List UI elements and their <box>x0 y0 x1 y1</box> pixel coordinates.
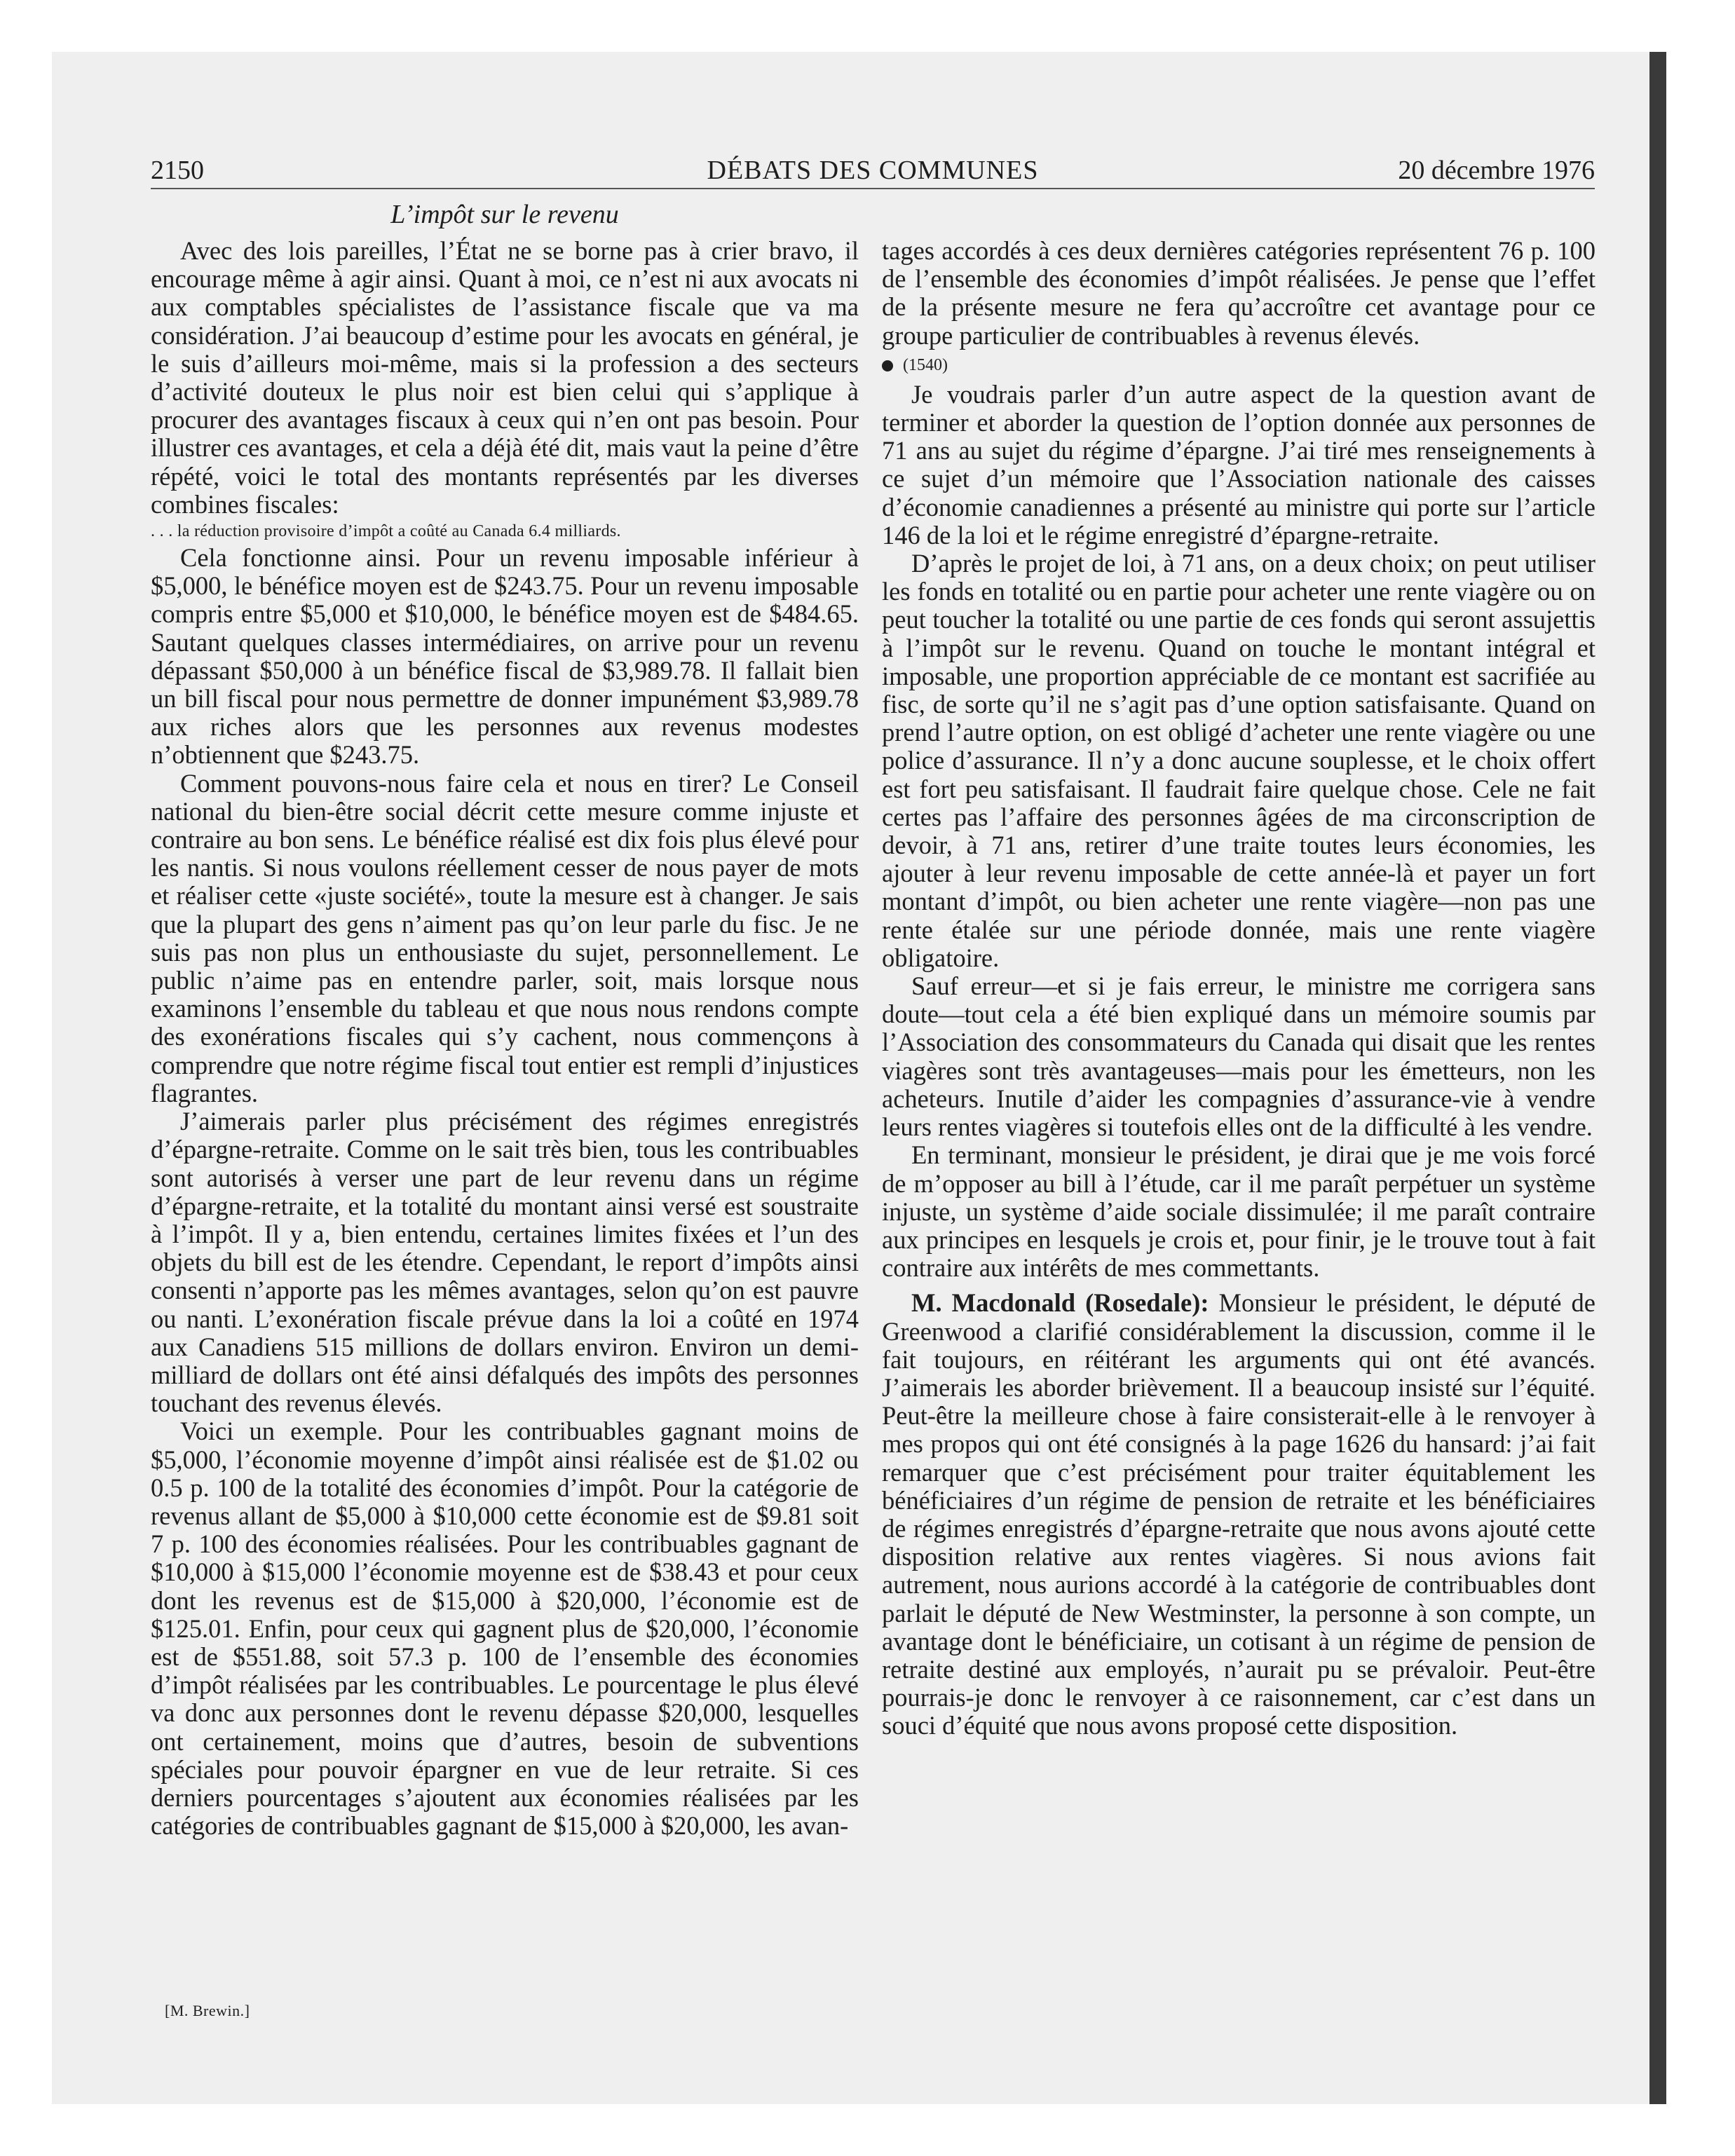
paragraph: Avec des lois pareilles, l’État ne se borne pas à crier bravo, il encourage même à agir ainsi. Quant à moi, ce n’est ni aux avocats ni aux comptables spécialistes de l’assistance fiscale que va ma considération. J’ai beaucoup d’estime pour les avocats en général, je le suis d’ailleurs moi-même, mais si la profession a des secteurs d’activité douteux le plus noir est bien celui qui s’applique à procurer des avantages fiscaux à ceux qui n’en ont pas besoin. Pour illustrer ces avantages, et cela a déjà été dit, mais vaut la peine d’être répété, voici le total des montants représentés par les diverses combines fiscales: <box>151 236 859 519</box>
paragraph: Voici un exemple. Pour les contribuables gagnant moins de $5,000, l’économie moyenne d’impôt ainsi réalisée est de $1.02 ou 0.5 p. 100 de la totalité des économies d’impôt. Pour la catégorie de revenus allant de $5,000 à $10,000 cette économie est de $9.81 soit 7 p. 100 des économies réalisées. Pour les contribuables gagnant de $10,000 à $15,000 l’économie moyenne est de $38.43 et pour ceux dont les revenus est de $15,000 à $20,000, l’économie est de $125.01. Enfin, pour ceux qui gagnent plus de $20,000, l’économie est de $551.88, soit 57.3 p. 100 de l’ensemble des économies d’impôt réalisées par les contribuables. Le pourcentage le plus élevé va donc aux personnes dont le revenu dépasse $20,000, lesquelles ont certainement, moins que d’autres, besoin de subventions spéciales pour pouvoir épargner en vue de leur retraite. Si ces derniers pourcentages s’ajoutent aux économies réalisées par les catégories de contribuables gagnant de $15,000 à $20,000, les avan- <box>151 1417 859 1841</box>
time-marker <box>882 350 1595 381</box>
speaker-paragraph <box>882 1289 1595 1740</box>
scan-edge-bar <box>1649 52 1666 2104</box>
paragraph: Comment pouvons-nous faire cela et nous en tirer? Le Conseil national du bien-être social décrit cette mesure comme injuste et contraire au bon sens. Le bénéfice réalisé est dix fois plus élevé pour les nantis. Si nous voulons réellement cesser de nous payer de mots et réaliser cette «juste société», toute la mesure est à changer. Je sais que la plupart des gens n’aiment pas qu’on leur parle du fisc. Je ne suis pas non plus un enthousiaste du sujet, personnellement. Le public n’aime pas en entendre parler, soit, mais lorsque nous examinons l’ensemble du tableau et que nous nous rendons compte des exonérations fiscales qui s’y cachent, nous commençons à comprendre que notre régime fiscal tout entier est rempli d’injustices flagrantes. <box>151 768 859 1107</box>
paragraph: J’aimerais parler plus précisément des régimes enregistrés d’épargne-retraite. Comme on le sait très bien, tous les contribuables sont autorisés à verser une part de leur revenu dans un régime d’épargne-retraite, et la totalité du montant ainsi versé est soustraite à l’impôt. Il y a, bien entendu, certaines limites fixées et l’un des objets du bill est de les étendre. Cependant, le report d’impôts ainsi consenti n’apporte pas les mêmes avantages, selon qu’on est pauvre ou nanti. L’exonération fiscale prévue dans la loi a coûté en 1974 aux Canadiens 515 millions de dollars environ. Environ un demi-milliard de dollars ont été ainsi défalqués des impôts des personnes touchant des revenus élevés. <box>151 1107 859 1418</box>
page-header <box>151 153 1595 189</box>
paragraph: En terminant, monsieur le président, je dirai que je me vois forcé de m’opposer au bill à l’étude, car il me paraît perpétuer un système injuste, un système d’aide sociale dissimulée; il me paraît contraire aux principes en lesquels je crois et, pour finir, je le trouve tout à fait contraire aux intérêts de mes commettants. <box>882 1140 1595 1283</box>
publication-title: DÉBATS DES COMMUNES <box>707 156 1039 185</box>
paragraph: tages accordés à ces deux dernières catégories représentent 76 p. 100 de l’ensemble des économies d’impôt réalisées. Je pense que l’effet de la présente mesure ne fera qu’accroître cet avantage pour ce groupe particulier de contribuables à revenus élevés. <box>882 236 1595 350</box>
paragraph: Je voudrais parler d’un autre aspect de la question avant de terminer et aborder la question de l’option donnée aux personnes de 71 ans au sujet du régime d’épargne. J’ai tiré mes renseignements à ce sujet d’un mémoire que l’Association nationale des caisses d’économie canadiennes a présenté au ministre qui porte sur l’article 146 de la loi et le régime enregistré d’épargne-retraite. <box>882 379 1595 550</box>
paragraph: Cela fonctionne ainsi. Pour un revenu imposable inférieur à $5,000, le bénéfice moyen est de $243.75. Pour un revenu imposable compris entre $5,000 et $10,000, le bénéfice moyen est de $484.65. Sautant quelques classes intermédiaires, on arrive pour un revenu dépassant $50,000 à un bénéfice fiscal de $3,989.78. Il fallait bien un bill fiscal pour nous permettre de donner impunément $3,989.78 aux riches alors que les personnes aux revenus modestes n’obtiennent que $243.75. <box>151 543 859 770</box>
speaker-name: M. Macdonald (Rosedale): <box>911 1288 1209 1318</box>
right-column <box>882 237 1595 1740</box>
paragraph: Sauf erreur—et si je fais erreur, le ministre me corrigera sans doute—tout cela a été bien expliqué dans un mémoire soumis par l’Association des consommateurs du Canada qui disait que les rentes viagères sont très avantageuses—mais pour les émetteurs, non les acheteurs. Inutile d’aider les compagnies d’assurance-vie à vendre leurs rentes viagères si toutefois elles ont de la difficulté à les vendre. <box>882 971 1595 1142</box>
paragraph: D’après le projet de loi, à 71 ans, on a deux choix; on peut utiliser les fonds en totalité ou en partie pour acheter une rente viagère ou on peut toucher la totalité ou une partie de ces fonds qui seront assujettis à l’impôt sur le revenu. Quand on touche le montant intégral et imposable, une proportion appréciable de ce montant est sacrifiée au fisc, de sorte qu’il ne s’agit pas d’une option satisfaisante. Quand on prend l’autre option, on est obligé d’acheter une rente viagère ou une police d’assurance. Il n’y a donc aucune souplesse, et le choix offert est fort peu satisfaisant. Il faudrait faire quelque chose. Cele ne fait certes pas l’affaire des personnes âgées de ma circonscription de devoir, à 71 ans, retirer d’une traite toutes leurs économies, les ajouter à leur revenu imposable de cette année-là et payer un fort montant d’impôt, ou bien acheter une rente viagère—non pas une rente étalée sur une période donnée, mais une rente viagère obligatoire. <box>882 549 1595 972</box>
page-date: 20 décembre 1976 <box>1398 156 1595 185</box>
page-number: 2150 <box>151 156 204 185</box>
bullet-icon <box>882 360 893 371</box>
speaker-text: Monsieur le président, le député de Greenwood a clarifié considérablement la discussion, comme il le fait toujours, en réitérant les arguments qui ont été avancés. J’aimerais les aborder brièvement. Il a beaucoup insisté sur l’équité. Peut-être la meilleure chose à faire consisterait-elle à le renvoyer à mes propos qui ont été consignés à la page 1626 du hansard: j’ai fait remarquer que c’est précisément pour traiter équitablement les bénéficiaires d’un régime de pension de retraite et les bénéficiaires de régimes enregistrés d’épargne-retraite que nous avons ajouté cette disposition relative aux rentes viagères. Si nous avions fait autrement, nous aurions accordé à la catégorie de contribuables dont parlait le député de New Westminster, la personne à son compte, un avantage dont le bénéficiaire, un cotisant à un régime de pension de retraite destiné aux employés, n’aurait pu se prévaloir. Peut-être pourrais-je donc le renvoyer à ce raisonnement, car c’est dans un souci d’équité que nous avons proposé cette disposition. <box>882 1288 1596 1740</box>
quotation: . . . la réduction provisoire d’impôt a coûté au Canada 6.4 milliards. <box>151 522 621 541</box>
speaker-footnote: [M. Brewin.] <box>165 2002 250 2019</box>
time-marker-text: (1540) <box>903 355 948 374</box>
left-column <box>151 237 859 1840</box>
section-title: L’impôt sur le revenu <box>390 200 619 229</box>
